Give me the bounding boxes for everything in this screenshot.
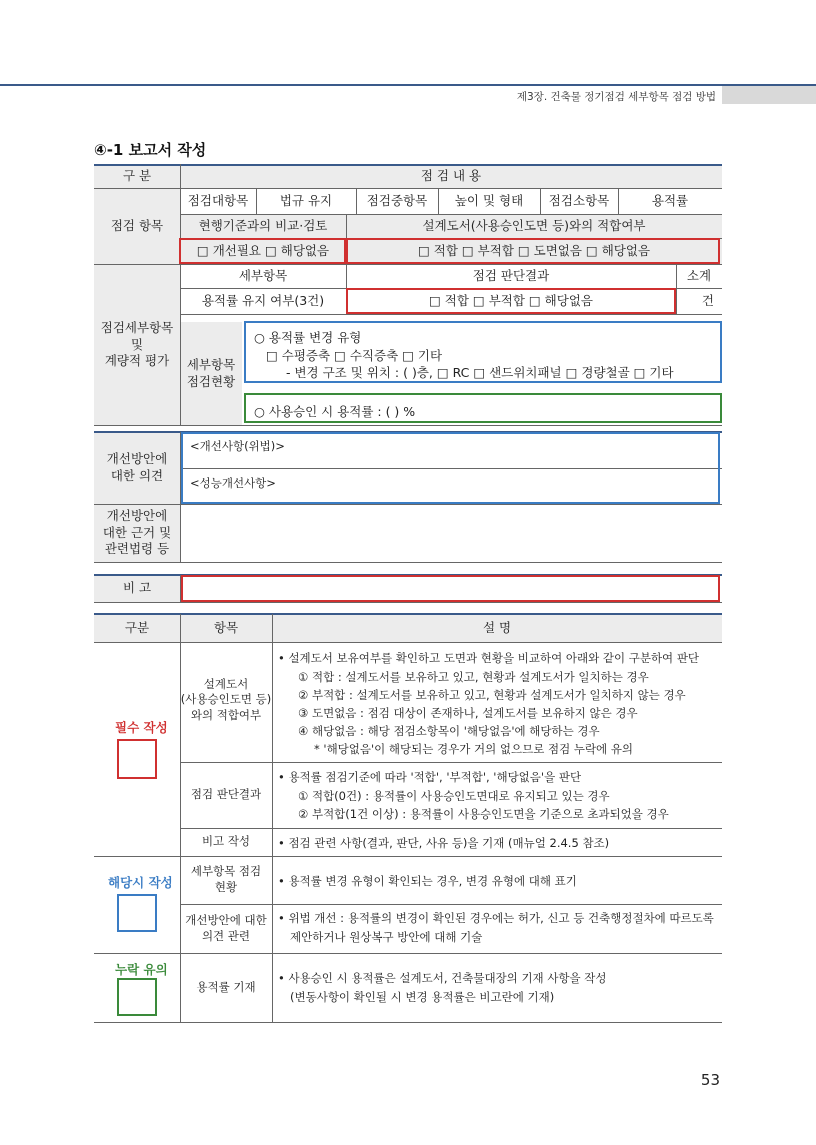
row1-item-line2: (사용승인도면 등): [180, 692, 272, 707]
status-label-line1: 세부항목: [186, 356, 236, 372]
detail-label-line1: 점검세부항목: [100, 319, 174, 335]
row3-item: 비고 작성: [201, 834, 251, 849]
legend-applicable: 해당시 작성: [108, 875, 173, 890]
detail-item: 용적률 유지 여부(3건): [201, 292, 325, 308]
rule: [94, 425, 722, 426]
opinion-line-2: <성능개선사항>: [190, 476, 276, 490]
vrule: [618, 188, 619, 214]
status-label: [180, 322, 242, 425]
compare-options[interactable]: □ 개선필요 □ 해당없음: [196, 243, 330, 259]
mid-item-value: 높이 및 형태: [454, 192, 524, 208]
row1-item-line1: 설계도서: [203, 676, 249, 691]
row4-item-line2: 현황: [214, 880, 238, 894]
section-title: ④-1 보고서 작성: [94, 141, 207, 159]
basis-label-line2: 대한 근거 및: [102, 524, 172, 540]
row3-desc: • 점검 관련 사항(결과, 판단, 사유 등)을 기재 (매뉴얼 2.4.5 참조): [278, 836, 610, 850]
row1-item-line3: 와의 적합여부: [190, 707, 262, 722]
opinion-label: [94, 432, 180, 504]
applicable-box-opinion: [181, 432, 720, 504]
vrule: [438, 188, 439, 214]
page-number: 53: [700, 1071, 720, 1089]
row2-desc-1: ① 적합(0건) : 용적률이 사용승인도면대로 유지되고 있는 경우: [298, 789, 610, 803]
header-rule: [0, 84, 816, 86]
row1-desc-1: ① 적합 : 설계도서를 보유하고 있고, 현황과 설계도서가 일치하는 경우: [298, 670, 649, 684]
required-box-remark: [181, 575, 720, 602]
mid-item-label: 점검중항목: [366, 192, 428, 208]
guide-col-desc: 설 명: [272, 614, 722, 642]
big-item-label: 점검대항목: [187, 192, 249, 208]
basis-label-line1: 개선방안에: [106, 507, 168, 523]
required-box-design: [346, 238, 720, 264]
chapter-header: 제3장. 건축물 정기점검 세부항목 점검 방법: [516, 91, 716, 103]
status-line-2[interactable]: □ 수평증축 □ 수직증축 □ 기타: [266, 348, 443, 363]
row4-item: [180, 856, 272, 904]
guide-top-rule: [94, 613, 722, 615]
design-label: 설계도서(사용승인도면 등)와의 적합여부: [422, 218, 646, 234]
row6-desc-1: • 사용승인 시 용적률은 설계도서, 건축물대장의 기재 사항을 작성: [278, 971, 607, 985]
guide-col-item: 항목: [180, 614, 272, 642]
row1-desc-3: ③ 도면없음 : 점검 대상이 존재하나, 설계도서를 보유하지 않은 경우: [298, 706, 638, 720]
small-item-label: 점검소항목: [548, 192, 610, 208]
row1-desc-5: * '해당없음'이 해당되는 경우가 거의 없으므로 점검 누락에 유의: [314, 742, 634, 756]
detail-label-line3: 계량적 평가: [104, 353, 170, 369]
vrule: [180, 265, 181, 425]
vrule: [256, 188, 257, 214]
legend-red-box: [117, 739, 157, 779]
row2-desc-0: • 용적률 점검기준에 따라 '적합', '부적합', '해당없음'을 판단: [278, 770, 582, 784]
status-label-line2: 점검현황: [186, 373, 236, 389]
rule: [180, 214, 722, 215]
report-top-rule: [94, 164, 722, 166]
omission-box-far: [244, 393, 722, 423]
detail-label: [94, 265, 180, 425]
rule: [94, 642, 722, 643]
subtotal-col-header: 소계: [686, 268, 712, 284]
row2-desc-2: ② 부적합(1건 이상) : 용적률이 사용승인도면을 기준으로 초과되었을 경우: [298, 807, 669, 821]
row5-item: [180, 904, 272, 953]
row1-desc-2: ② 부적합 : 설계도서를 보유하고 있고, 현황과 설계도서가 일치하지 않는 경우: [298, 688, 686, 702]
big-item-value: 법규 유지: [279, 192, 333, 208]
rule: [94, 602, 722, 603]
status-line-3[interactable]: - 변경 구조 및 위치 : ( )층, □ RC □ 샌드위치패널 □ 경량철골 □ 기타: [286, 365, 674, 380]
row1-desc-0: • 설계도서 보유여부를 확인하고 도면과 현황을 비교하여 아래와 같이 구분하여 판단: [278, 651, 700, 665]
required-box-result: [346, 288, 676, 314]
legend-required: 필수 작성: [115, 720, 168, 735]
row6-item: 용적률 기재: [196, 979, 256, 994]
vrule: [356, 188, 357, 214]
legend-omission: 누락 유의: [115, 962, 168, 977]
rule: [94, 504, 722, 505]
design-options[interactable]: □ 적합 □ 부적합 □ 도면없음 □ 해당없음: [417, 243, 651, 259]
required-box-compare: [179, 238, 346, 264]
result-col-header: 점검 판단결과: [472, 268, 550, 284]
col-content-header: 점 검 내 용: [180, 165, 722, 188]
row4-item-line1: 세부항목 점검: [190, 864, 262, 879]
vrule: [272, 614, 273, 1022]
row1-desc-4: ④ 해당없음 : 해당 점검소항목이 '해당없음'에 해당하는 경우: [298, 724, 600, 738]
row6-desc-2: (변동사항이 확인될 시 변경 용적률은 비고란에 기재): [290, 990, 555, 1004]
row2-item: 점검 판단결과: [190, 787, 262, 802]
row1-item: [180, 670, 272, 730]
row5-item-line2: 의견 관련: [201, 928, 251, 943]
rule: [180, 314, 722, 315]
remark-label: 비 고: [94, 575, 180, 602]
opinion-label-line2: 대한 의견: [110, 468, 164, 483]
col-gubun-header: 구 분: [94, 165, 180, 188]
header-tab: [722, 86, 816, 104]
guide-col-gubun: 구분: [94, 614, 180, 642]
opinion-label-line1: 개선방안에: [106, 451, 168, 467]
applicable-box-status: [244, 321, 722, 383]
legend-blue-box: [117, 894, 157, 932]
item-label: 점검 항목: [94, 188, 180, 264]
detail-result-options[interactable]: □ 적합 □ 부적합 □ 해당없음: [429, 292, 593, 308]
basis-label-line3: 관련법령 등: [104, 541, 170, 557]
rule: [94, 188, 722, 189]
basis-label: [94, 504, 180, 562]
rule: [94, 562, 722, 563]
small-item-value: 용적률: [651, 192, 689, 208]
rule: [94, 1022, 722, 1023]
rule: [94, 264, 722, 265]
detail-col-header: 세부항목: [238, 268, 288, 284]
row5-item-line1: 개선방안에 대한: [185, 912, 267, 927]
detail-label-line2: 및: [130, 336, 144, 352]
status-line-1: ○ 용적률 변경 유형: [254, 330, 362, 345]
row5-desc-2: 제안하거나 원상복구 방안에 대해 기술: [290, 930, 483, 944]
vrule: [676, 265, 677, 314]
opinion-line-1: <개선사항(위법)>: [190, 439, 285, 453]
compare-label: 현행기준과의 비교·검토: [198, 218, 328, 234]
detail-count: 건: [701, 292, 714, 308]
legend-green-box: [117, 978, 157, 1016]
row5-desc-1: • 위법 개선 : 용적률의 변경이 확인된 경우에는 허가, 신고 등 건축행정절차에 따르도록: [278, 911, 714, 925]
row4-desc: • 용적률 변경 유형이 확인되는 경우, 변경 유형에 대해 표기: [278, 874, 577, 888]
vrule: [540, 188, 541, 214]
status-line-4[interactable]: ○ 사용승인 시 용적률 : ( ) %: [254, 404, 416, 419]
